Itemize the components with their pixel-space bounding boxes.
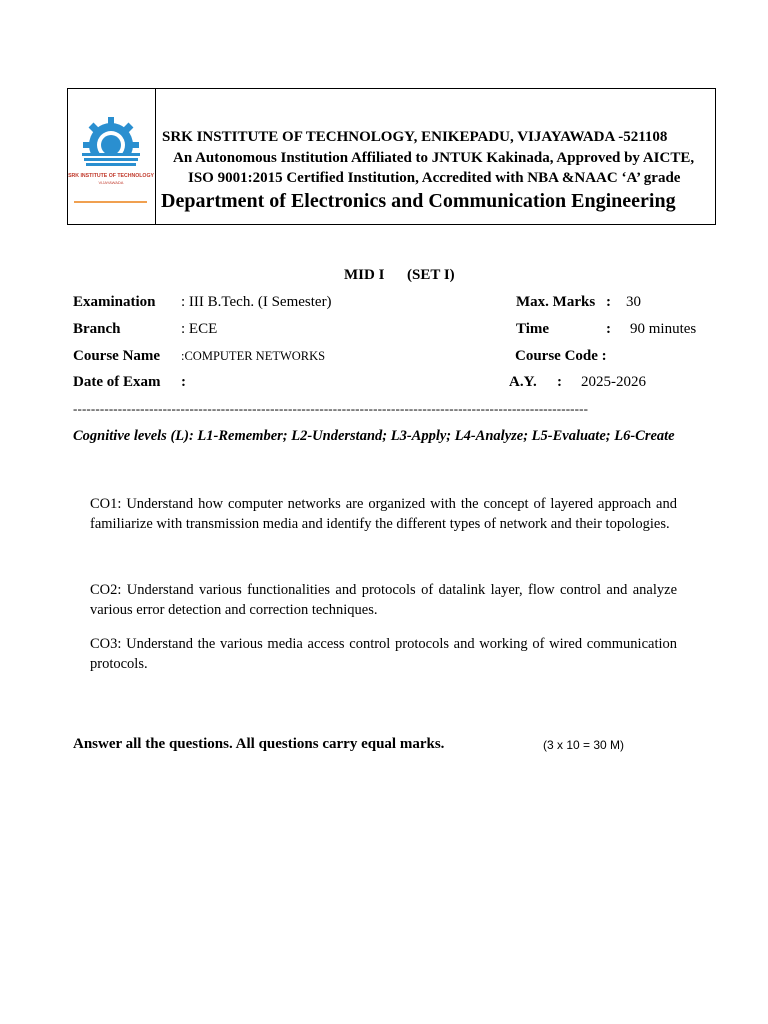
course-outcome-3: CO3: Understand the various media access control protocols and working of wired communication protocols.	[90, 636, 677, 672]
time-value: 90 minutes	[630, 321, 697, 337]
course-name-value: :COMPUTER NETWORKS	[181, 349, 326, 363]
max-marks-value: 30	[626, 294, 641, 310]
time-label: Time	[516, 321, 550, 337]
course-outcome-1: CO1: Understand how computer networks are organized with the concept of layered approach and familiarize with transmission media and identify the different types of network and their topologies.	[90, 496, 677, 532]
date-value: :	[181, 374, 186, 390]
department-name: Department of Electronics and Communication Engineering	[161, 190, 676, 212]
ay-colon: :	[557, 374, 562, 390]
institute-logo	[68, 111, 154, 195]
time-colon: :	[606, 321, 611, 337]
institute-name: SRK INSTITUTE OF TECHNOLOGY, ENIKEPADU, VIJAYAWADA -521108	[162, 129, 668, 145]
max-marks-label: Max. Marks	[516, 294, 596, 310]
logo-cell	[68, 89, 156, 224]
course-outcome-2: CO2: Understand various functionalities and protocols of datalink layer, flow control and analyze various error detection and correction techniques.	[90, 582, 677, 618]
exam-set: (SET I)	[407, 267, 455, 283]
marks-distribution: (3 x 10 = 30 M)	[543, 738, 625, 752]
course-code-label: Course Code :	[515, 348, 607, 364]
affiliation-line-1: An Autonomous Institution Affiliated to JNTUK Kakinada, Approved by AICTE,	[173, 150, 695, 166]
examination-value: : III B.Tech. (I Semester)	[181, 294, 332, 310]
affiliation-line-2: ISO 9001:2015 Certified Institution, Accredited with NBA &NAAC ‘A’ grade	[188, 170, 681, 186]
max-marks-colon: :	[606, 294, 611, 310]
logo-text-top: SRK INSTITUTE OF TECHNOLOGY	[68, 173, 154, 179]
divider-line: -------------------------------------------------------------------------------------------------------------------	[73, 401, 589, 416]
instructions-text: Answer all the questions. All questions carry equal marks.	[73, 736, 445, 752]
logo-text-bottom: VIJAYAWADA	[98, 180, 124, 185]
srkit-gear-logo-icon	[68, 111, 154, 195]
course-name-label: Course Name	[73, 348, 161, 364]
branch-label: Branch	[73, 321, 121, 337]
branch-value: : ECE	[181, 321, 218, 337]
exam-title: MID I	[344, 267, 385, 283]
logo-underline	[74, 201, 147, 203]
examination-label: Examination	[73, 294, 156, 310]
date-label: Date of Exam	[73, 374, 161, 390]
ay-value: 2025-2026	[581, 374, 646, 390]
ay-label: A.Y.	[509, 374, 537, 390]
cognitive-levels: Cognitive levels (L): L1-Remember; L2-Understand; L3-Apply; L4-Analyze; L5-Evaluate; L6-Create	[73, 428, 675, 444]
